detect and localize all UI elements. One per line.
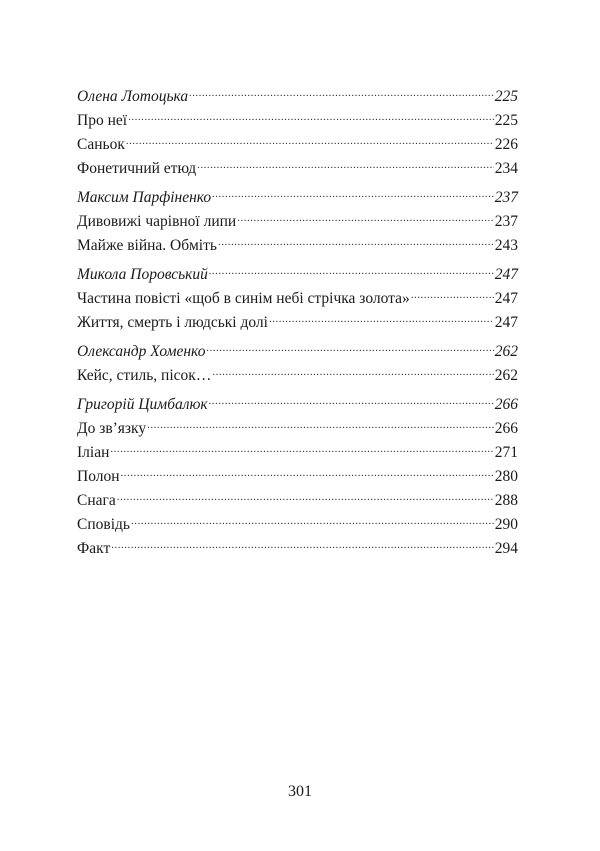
dot-leader: [269, 303, 494, 327]
page-ref: 226: [494, 136, 518, 153]
dot-leader: [110, 433, 493, 457]
dot-leader: [237, 202, 494, 226]
toc-section: [77, 178, 518, 254]
page-ref: 243: [494, 237, 518, 254]
dot-leader: [131, 505, 494, 529]
dot-leader: [121, 457, 494, 481]
toc-author-row[interactable]: [77, 178, 518, 206]
toc-entry[interactable]: [77, 457, 518, 485]
dot-leader: [111, 529, 494, 553]
dot-leader: [209, 385, 494, 409]
author-name: Григорій Цимбалюк: [77, 396, 208, 413]
toc-author-row[interactable]: [77, 385, 518, 413]
entry-title: Частина повісті «щоб в синім небі стрічка золота»: [77, 290, 410, 307]
entry-title: Сповідь: [77, 516, 130, 533]
toc-entry[interactable]: [77, 149, 518, 177]
dot-leader: [206, 332, 493, 356]
dot-leader: [212, 356, 493, 380]
toc-entry[interactable]: [77, 529, 518, 557]
page-ref: 225: [494, 88, 518, 105]
toc-entry[interactable]: [77, 433, 518, 461]
toc-author-row[interactable]: [77, 77, 518, 105]
dot-leader: [411, 279, 494, 303]
page-ref: 294: [494, 540, 518, 557]
dot-leader: [128, 101, 494, 125]
dot-leader: [218, 226, 494, 250]
page-ref: 237: [494, 189, 518, 206]
page-ref: 280: [494, 468, 518, 485]
toc-section: [77, 77, 518, 177]
toc-entry[interactable]: [77, 505, 518, 533]
author-name: Олександр Хоменко: [77, 343, 206, 360]
table-of-contents: [77, 77, 518, 558]
author-name: Олена Лотоцька: [77, 88, 189, 105]
entry-title: Дивовижі чарівної липи: [77, 213, 237, 230]
page-ref: 225: [494, 112, 518, 129]
page-ref: 271: [494, 444, 518, 461]
page-ref: 266: [494, 420, 518, 437]
toc-entry[interactable]: [77, 101, 518, 129]
page-ref: 247: [494, 314, 518, 331]
entry-title: Життя, смерть і людські долі: [77, 314, 268, 331]
page-ref: 290: [494, 516, 518, 533]
dot-leader: [212, 178, 494, 202]
entry-title: Саньок: [77, 136, 125, 153]
page-ref: 288: [494, 492, 518, 509]
page-ref: 262: [494, 343, 518, 360]
author-name: Микола Поровський: [77, 266, 208, 283]
toc-author-row[interactable]: [77, 332, 518, 360]
dot-leader: [189, 77, 494, 101]
page-ref: 234: [494, 160, 518, 177]
page-ref: 266: [494, 396, 518, 413]
page-ref: 247: [494, 290, 518, 307]
toc-author-row[interactable]: [77, 255, 518, 283]
dot-leader: [126, 125, 494, 149]
entry-title: Факт: [77, 540, 111, 557]
page-ref: 237: [494, 213, 518, 230]
page-number: 301: [288, 783, 312, 800]
entry-title: Фонетичний етюд: [77, 160, 197, 177]
author-name: Максим Парфіненко: [77, 189, 212, 206]
dot-leader: [197, 149, 494, 173]
toc-entry[interactable]: [77, 481, 518, 509]
entry-title: Кейс, стиль, пісок…: [77, 367, 212, 384]
dot-leader: [209, 255, 494, 279]
page-ref: 247: [494, 266, 518, 283]
entry-title: Іліан: [77, 444, 110, 461]
entry-title: Майже війна. Обміть: [77, 237, 217, 254]
toc-section: [77, 385, 518, 557]
dot-leader: [147, 409, 494, 433]
toc-entry[interactable]: [77, 125, 518, 153]
entry-title: Полон: [77, 468, 120, 485]
entry-title: Про неї: [77, 112, 128, 129]
dot-leader: [117, 481, 494, 505]
entry-title: До зв’язку: [77, 420, 147, 437]
toc-section: [77, 255, 518, 331]
page-ref: 262: [494, 367, 518, 384]
toc-section: [77, 332, 518, 384]
entry-title: Снага: [77, 492, 116, 509]
